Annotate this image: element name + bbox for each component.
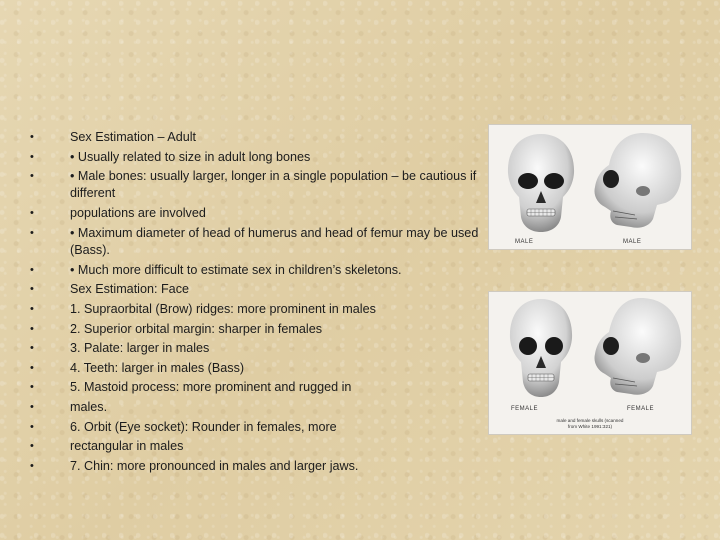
male-skulls-photo: [488, 124, 692, 250]
bullet-item: • 3. Palate: larger in males: [28, 339, 488, 359]
female-skulls-photo: [488, 291, 692, 435]
bullet-item: • Sex Estimation: Face: [28, 280, 488, 300]
caption-male-front: MALE: [515, 239, 534, 245]
bullet-item: • 7. Chin: more pronounced in males and larger jaws.: [28, 457, 488, 477]
caption-female-side: FEMALE: [627, 406, 655, 412]
bullet-item: • • Maximum diameter of head of humerus and head of femur may be used (Bass).: [28, 225, 488, 259]
caption-male-side: MALE: [623, 239, 642, 245]
bullet-item: • populations are involved: [28, 204, 488, 224]
bullet-list: [28, 128, 488, 476]
bullet-item: • 1. Supraorbital (Brow) ridges: more prominent in males: [28, 300, 488, 320]
bullet-item: • males.: [28, 398, 488, 418]
male-skull-side-image: [583, 129, 687, 233]
bullet-item: • rectangular in males: [28, 437, 488, 457]
bullet-item: • • Much more difficult to estimate sex in children’s skeletons.: [28, 261, 488, 281]
figure-source-caption: male and female skulls (scanned from White 1991:321): [556, 418, 624, 429]
bullet-item: • 2. Superior orbital margin: sharper in females: [28, 320, 488, 340]
bullet-item: • 4. Teeth: larger in males (Bass): [28, 359, 488, 379]
bullet-item: • 5. Mastoid process: more prominent and rugged in: [28, 378, 488, 398]
male-skull-front-image: [503, 131, 579, 235]
female-skull-side-image: [583, 294, 687, 400]
bullet-item: • 6. Orbit (Eye socket): Rounder in females, more: [28, 418, 488, 438]
bullet-item: • • Male bones: usually larger, longer in a single population – be cautious if different: [28, 168, 488, 202]
bullet-item: • • Usually related to size in adult long bones: [28, 148, 488, 168]
bullet-item: • Sex Estimation – Adult: [28, 128, 488, 148]
caption-female-front: FEMALE: [511, 406, 539, 412]
female-skull-front-image: [505, 296, 577, 400]
